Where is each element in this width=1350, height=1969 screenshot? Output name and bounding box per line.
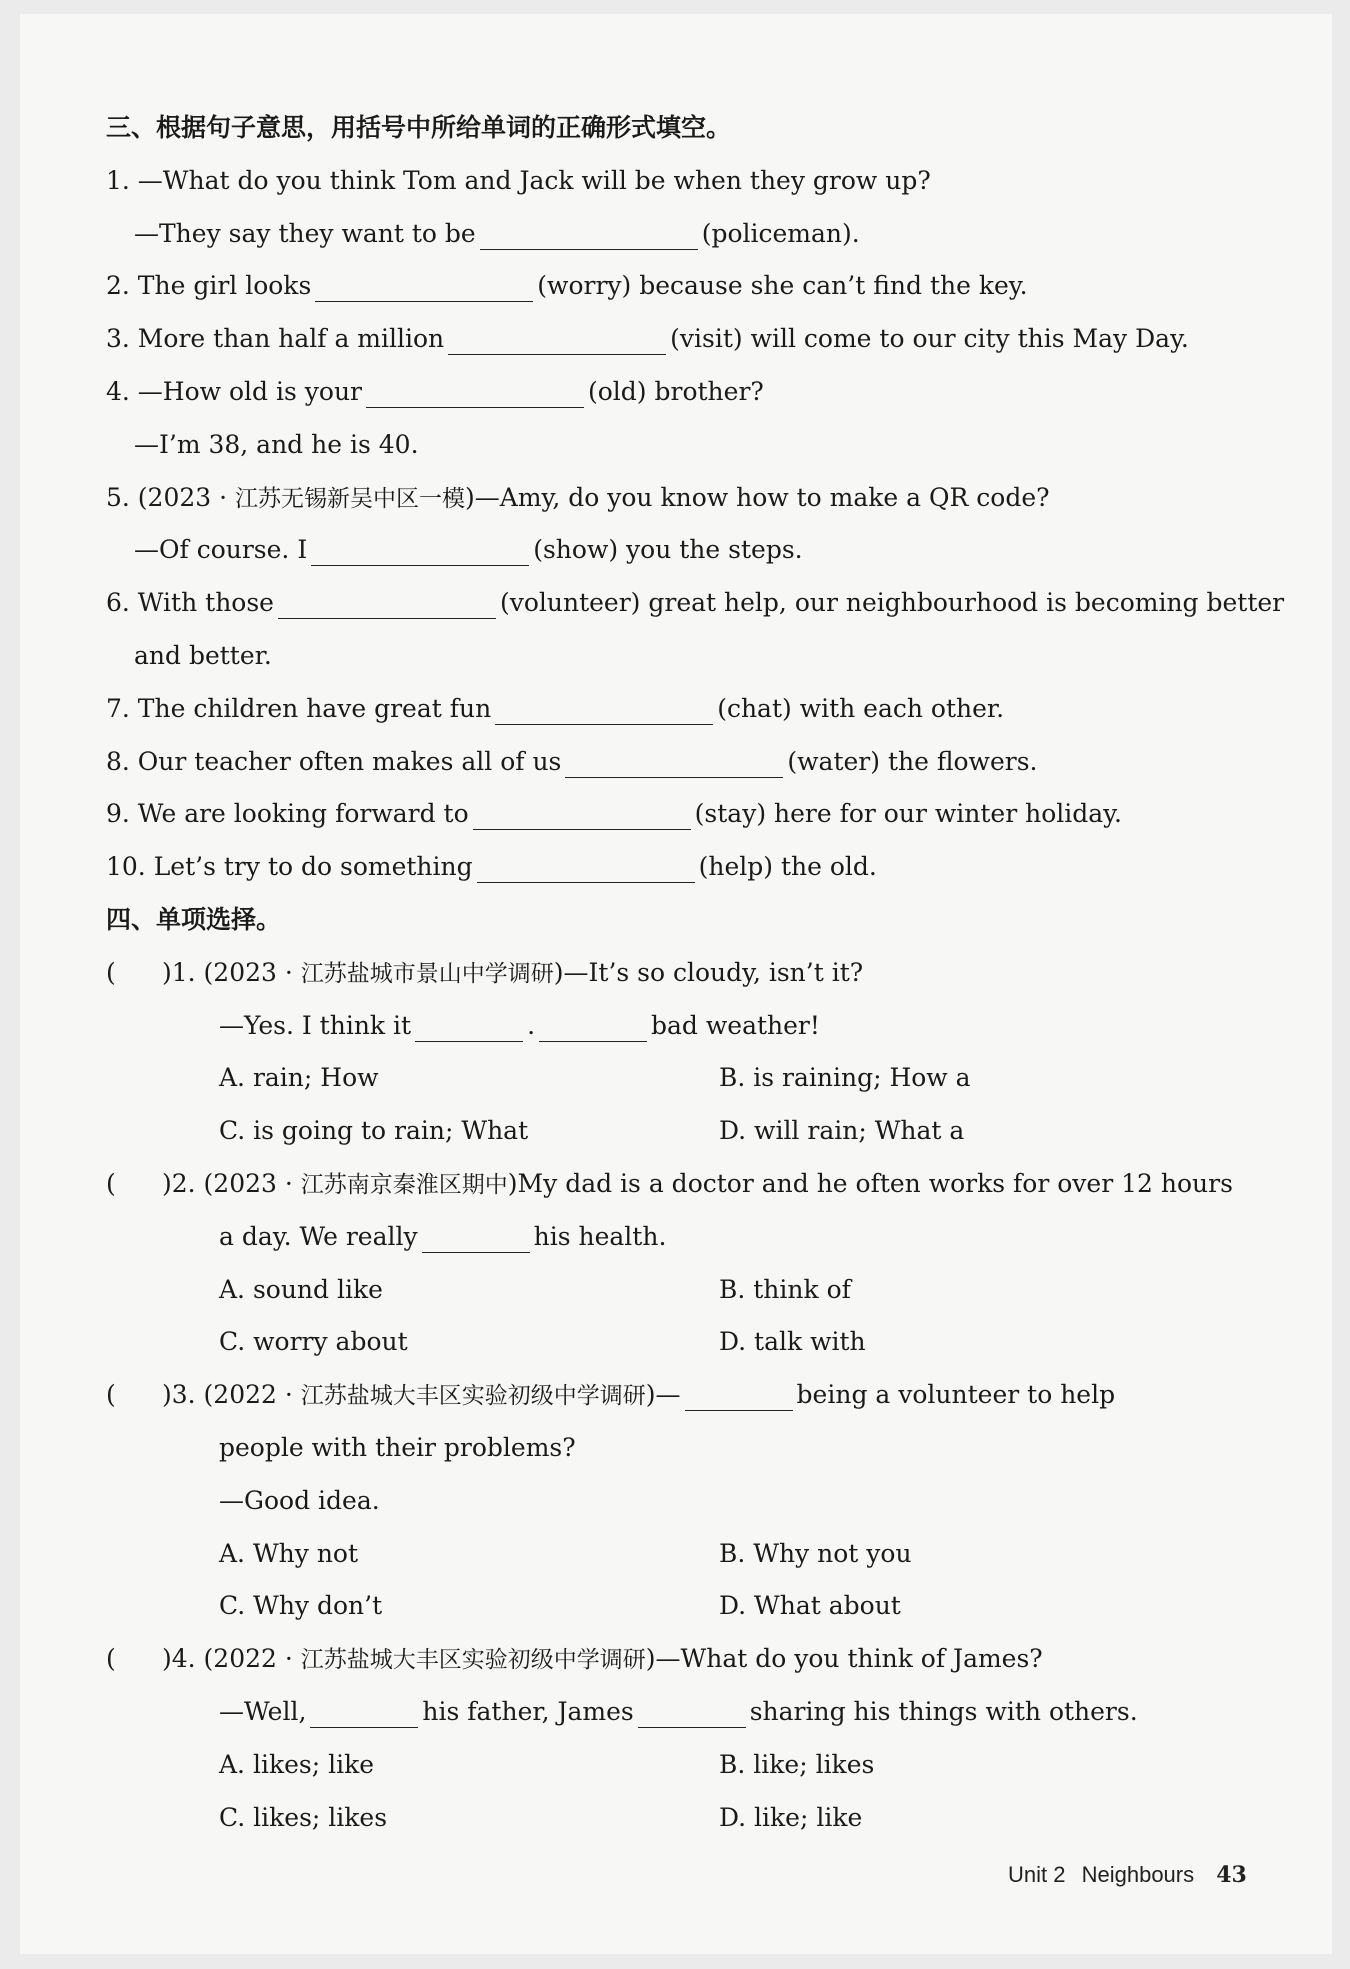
mc-options-3-ab (106, 1528, 1256, 1581)
mc-question-4-line2: —Well, his father, James sharing his things with others. (219, 1696, 1138, 1726)
answer-blank[interactable] (366, 377, 584, 408)
mc-question-2-line2: a day. We really his health. (219, 1221, 667, 1251)
option-a[interactable]: A. Why not (219, 1538, 359, 1568)
source-note: 江苏南京秦淮区期中 (300, 1171, 508, 1198)
answer-blank[interactable] (638, 1697, 746, 1728)
answer-blank[interactable] (495, 694, 713, 725)
mc-options-1-cd (106, 1105, 1256, 1158)
answer-blank[interactable] (565, 747, 783, 778)
mc-question-3-line2: people with their problems? (219, 1432, 576, 1462)
option-b[interactable]: B. is raining; How a (719, 1063, 971, 1093)
answer-blank[interactable] (278, 588, 496, 619)
option-a[interactable]: A. likes; like (219, 1749, 375, 1779)
fill-item-1: 1. —What do you think Tom and Jack will be when they grow up? (106, 165, 931, 195)
option-c[interactable]: C. is going to rain; What (219, 1116, 529, 1146)
answer-blank[interactable] (477, 852, 695, 883)
option-d[interactable]: D. What about (719, 1591, 901, 1621)
answer-blank[interactable] (685, 1380, 793, 1411)
page-number: 43 (1216, 1862, 1247, 1888)
unit-label: Unit 2 (1008, 1862, 1066, 1887)
answer-blank[interactable] (310, 1697, 418, 1728)
option-d[interactable]: D. will rain; What a (719, 1116, 965, 1146)
answer-paren[interactable]: ( (106, 1380, 116, 1410)
answer-blank[interactable] (315, 271, 533, 302)
fill-item-4: 4. —How old is your (old) brother? (106, 376, 764, 406)
answer-blank[interactable] (539, 1011, 647, 1042)
option-d[interactable]: D. like; like (719, 1802, 863, 1832)
option-b[interactable]: B. Why not you (719, 1538, 912, 1568)
page-footer (1008, 1862, 1247, 1888)
fill-item-9: 9. We are looking forward to (stay) here for our winter holiday. (106, 799, 1122, 829)
option-c[interactable]: C. worry about (219, 1327, 408, 1357)
page (20, 14, 1332, 1954)
mc-question-4: ( )4. (2022 · 江苏盐城大丰区实验初级中学调研)—What do you think of James? (106, 1633, 1256, 1686)
answer-blank[interactable] (473, 799, 691, 830)
answer-blank[interactable] (415, 1011, 523, 1042)
answer-blank[interactable] (480, 219, 698, 250)
mc-options-4-cd (106, 1792, 1256, 1845)
mc-options-2-cd (106, 1316, 1256, 1369)
option-c[interactable]: C. likes; likes (219, 1802, 388, 1832)
source-note: 江苏盐城市景山中学调研 (300, 960, 554, 987)
mc-question-3: ( )3. (2022 · 江苏盐城大丰区实验初级中学调研)— being a volunteer to help (106, 1369, 1256, 1422)
mc-question-1: ( )1. (2023 · 江苏盐城市景山中学调研)—It’s so cloudy, isn’t it? (106, 947, 1256, 1000)
fill-item-1-answer: —They say they want to be (policeman). (134, 218, 860, 248)
option-a[interactable]: A. rain; How (219, 1063, 379, 1093)
answer-blank[interactable] (448, 324, 666, 355)
fill-item-5: 5. (2023 · 江苏无锡新吴中区一模)—Amy, do you know how to make a QR code? (106, 482, 1050, 512)
mc-options-4-ab (106, 1739, 1256, 1792)
fill-item-7: 7. The children have great fun (chat) with each other. (106, 693, 1005, 723)
option-c[interactable]: C. Why don’t (219, 1591, 383, 1621)
fill-item-2: 2. The girl looks (worry) because she can’t find the key. (106, 271, 1028, 301)
mc-question-1-line2: —Yes. I think it . bad weather! (219, 1010, 820, 1040)
option-b[interactable]: B. like; likes (719, 1749, 875, 1779)
answer-paren[interactable]: ( (106, 1168, 116, 1198)
option-b[interactable]: B. think of (719, 1274, 851, 1304)
answer-paren[interactable]: ( (106, 957, 116, 987)
mc-question-2: ( )2. (2023 · 江苏南京秦淮区期中)My dad is a doctor and he often works for over 12 hours (106, 1158, 1256, 1211)
fill-item-8: 8. Our teacher often makes all of us (water) the flowers. (106, 746, 1038, 776)
answer-blank[interactable] (311, 535, 529, 566)
source-note: 江苏盐城大丰区实验初级中学调研 (300, 1647, 646, 1674)
mc-question-3-reply: —Good idea. (219, 1485, 380, 1515)
worksheet-content (106, 102, 1285, 1844)
mc-options-2-ab (106, 1264, 1256, 1317)
mc-options-3-cd (106, 1580, 1256, 1633)
answer-blank[interactable] (422, 1222, 530, 1253)
source-note: 江苏无锡新吴中区一模 (235, 485, 466, 512)
fill-item-10: 10. Let’s try to do something (help) the old. (106, 852, 877, 882)
section-3-title: 三、根据句子意思，用括号中所给单词的正确形式填空。 (106, 113, 732, 142)
fill-item-6-cont: and better. (134, 640, 272, 670)
fill-item-4-reply: —I’m 38, and he is 40. (134, 429, 419, 459)
fill-item-3: 3. More than half a million (visit) will come to our city this May Day. (106, 324, 1189, 354)
fill-item-5-answer: —Of course. I (show) you the steps. (134, 535, 803, 565)
option-d[interactable]: D. talk with (719, 1327, 866, 1357)
unit-name: Neighbours (1081, 1862, 1195, 1887)
answer-paren[interactable]: ( (106, 1644, 116, 1674)
source-note: 江苏盐城大丰区实验初级中学调研 (300, 1383, 646, 1410)
section-4-title: 四、单项选择。 (106, 904, 282, 934)
mc-options-1-ab (106, 1052, 1256, 1105)
option-a[interactable]: A. sound like (219, 1274, 383, 1304)
fill-item-6: 6. With those (volunteer) great help, our neighbourhood is becoming better (106, 588, 1285, 618)
